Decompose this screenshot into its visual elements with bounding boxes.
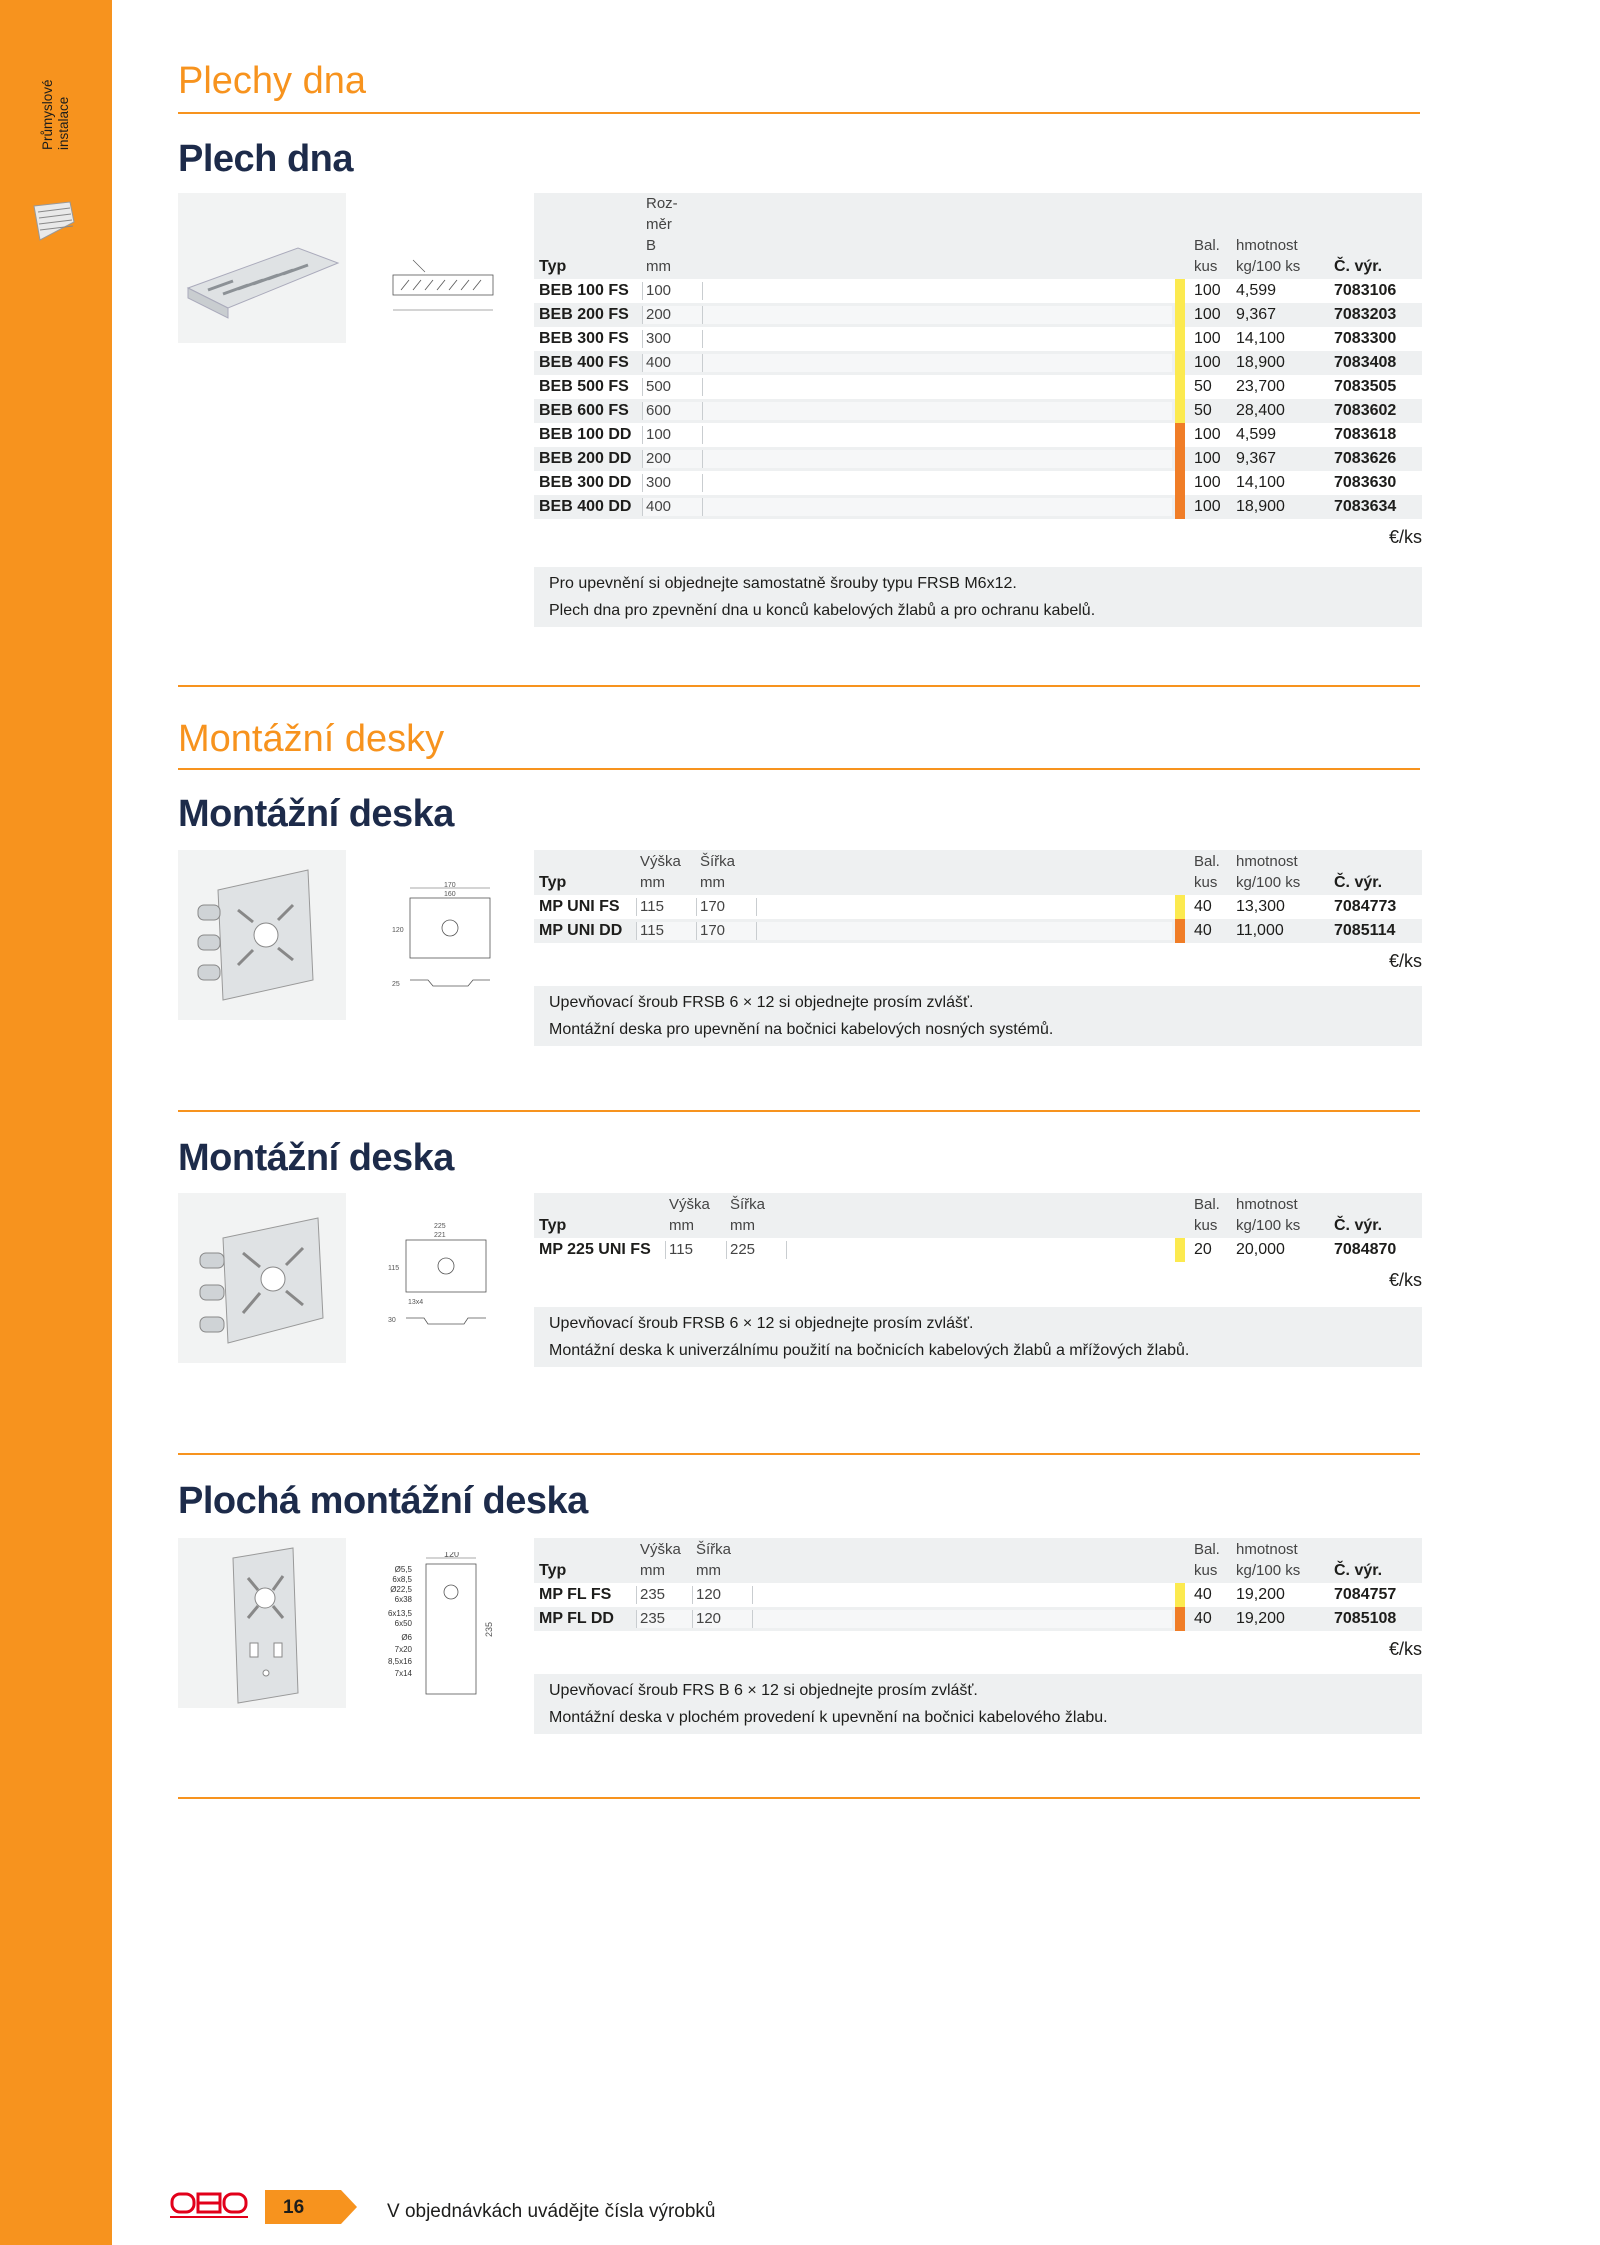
page-number: 16 — [283, 2197, 305, 2218]
cell-hmotnost: 14,100 — [1236, 474, 1285, 491]
price-unit: €/ks — [1388, 951, 1422, 971]
cell-hmotnost: 23,700 — [1236, 378, 1285, 395]
cell-typ: BEB 200 DD — [539, 450, 632, 467]
table-header — [534, 850, 1422, 895]
header-dim1-line: Výška — [640, 853, 681, 870]
table-header — [534, 1193, 1422, 1238]
dim-label: 6x38 — [394, 1595, 412, 1604]
cell-cislo-vyrobku: 7083630 — [1334, 474, 1397, 491]
table-row — [534, 279, 1422, 303]
cell-cislo-vyrobku: 7083634 — [1334, 498, 1397, 515]
cell-bal: 100 — [1194, 282, 1221, 299]
product-notes-plech-dna — [534, 567, 1422, 627]
product-table-mp-225 — [534, 1193, 1422, 1291]
header-bal — [1194, 235, 1220, 277]
dim-label: Ø22,5 — [390, 1585, 412, 1594]
table-header — [534, 193, 1422, 279]
dim-label: 6x13,5 — [387, 1609, 412, 1618]
cell-dim1: 300 — [646, 474, 672, 491]
sidebar-category-label — [40, 60, 80, 150]
cell-cislo-vyrobku: 7083300 — [1334, 330, 1397, 347]
cell-dim1: 115 — [640, 922, 664, 939]
technical-drawing-mp-uni — [388, 880, 508, 1000]
cell-dim2: 120 — [696, 1610, 722, 1627]
header-kg — [1236, 1194, 1300, 1236]
cell-box — [752, 1586, 1172, 1604]
header-bal-line: kus — [1194, 1562, 1218, 1579]
cell-typ: MP UNI DD — [539, 922, 623, 939]
finish-marker — [1175, 895, 1185, 919]
note-line: Upevňovací šroub FRSB 6 × 12 si objednejte prosím zvlášť. — [549, 994, 974, 1011]
header-typ: Typ — [539, 1562, 567, 1579]
cell-bal: 50 — [1194, 402, 1212, 419]
cell-typ: BEB 600 FS — [539, 402, 629, 419]
cell-cislo-vyrobku: 7083203 — [1334, 306, 1397, 323]
cell-hmotnost: 11,000 — [1236, 922, 1284, 939]
dim-label: 120 — [444, 1552, 460, 1559]
cell-cislo-vyrobku: 7084870 — [1334, 1241, 1397, 1258]
cell-cislo-vyrobku: 7083408 — [1334, 354, 1397, 371]
cell-cislo-vyrobku: 7083602 — [1334, 402, 1397, 419]
header-typ: Typ — [539, 874, 567, 891]
header-dim1-line: mm — [640, 874, 665, 891]
cell-typ: MP 225 UNI FS — [539, 1241, 651, 1258]
cell-dim2: 120 — [696, 1586, 722, 1603]
header-dim1 — [640, 851, 681, 893]
product-notes-mp-225 — [534, 1307, 1422, 1367]
section-rule — [178, 1453, 1420, 1455]
finish-marker — [1175, 303, 1185, 327]
note-line: Plech dna pro zpevnění dna u konců kabelových žlabů a pro ochranu kabelů. — [549, 602, 1096, 619]
cell-bal: 100 — [1194, 354, 1221, 371]
cell-box — [702, 402, 1172, 420]
product-photo-mp-fl — [178, 1538, 346, 1708]
note-line: Montážní deska k univerzálnímu použití na bočnicích kabelových žlabů a mřížových žlabů. — [549, 1342, 1190, 1359]
header-kg-line: hmotnost — [1236, 1196, 1298, 1213]
cell-bal: 100 — [1194, 330, 1221, 347]
cell-cislo-vyrobku: 7084757 — [1334, 1586, 1397, 1603]
header-cislo-vyrobku: Č. výr. — [1334, 1217, 1383, 1234]
cable-tray-icon — [30, 198, 78, 246]
cell-dim1: 115 — [669, 1241, 693, 1258]
dim-label: 8,5x16 — [387, 1657, 412, 1666]
product-table-plech-dna — [534, 193, 1422, 548]
cell-dim1: 200 — [646, 450, 672, 467]
header-kg-line: kg/100 ks — [1236, 258, 1301, 275]
finish-marker — [1175, 351, 1185, 375]
dim-label: 225 — [434, 1223, 446, 1230]
table-row — [534, 919, 1422, 943]
product-title-montazni-deska-2: Montážní deska — [178, 1137, 454, 1179]
table-row — [534, 1238, 1422, 1262]
product-table-mp-uni — [534, 850, 1422, 972]
finish-marker — [1175, 279, 1185, 303]
cell-bal: 50 — [1194, 378, 1212, 395]
dim-label: 115 — [388, 1265, 400, 1272]
cell-dim2: 170 — [700, 922, 726, 939]
header-bal-line: Bal. — [1194, 1196, 1220, 1213]
technical-drawing-plech-dna — [373, 240, 513, 320]
header-dim2-line: mm — [730, 1217, 755, 1234]
cell-dim1: 300 — [646, 330, 672, 347]
cell-dim1: 600 — [646, 402, 672, 419]
cell-dim1: 400 — [646, 498, 672, 515]
cell-typ: BEB 400 DD — [539, 498, 632, 515]
cell-bal: 40 — [1194, 922, 1212, 939]
cell-bal: 100 — [1194, 426, 1221, 443]
section-title-montazni-desky: Montážní desky — [178, 718, 445, 760]
cell-dim2: 225 — [730, 1241, 756, 1258]
cell-typ: MP UNI FS — [539, 898, 620, 915]
table-row — [534, 327, 1422, 351]
note-line: Montážní deska pro upevnění na bočnici kabelových nosných systémů. — [549, 1021, 1054, 1038]
table-row — [534, 471, 1422, 495]
cell-box — [702, 330, 1172, 348]
header-dim1-line: měr — [646, 216, 672, 233]
header-dim1-line: mm — [669, 1217, 694, 1234]
header-dim1 — [669, 1194, 710, 1236]
dim-label: 221 — [434, 1232, 446, 1239]
cell-dim1: 235 — [640, 1610, 666, 1627]
cell-bal: 20 — [1194, 1241, 1212, 1258]
header-kg — [1236, 851, 1300, 893]
cell-hmotnost: 9,367 — [1236, 306, 1277, 323]
finish-marker — [1175, 1607, 1185, 1631]
dim-label: 30 — [388, 1317, 396, 1324]
section-rule — [178, 112, 1420, 114]
header-dim2 — [700, 851, 735, 893]
header-bal-line: kus — [1194, 258, 1218, 275]
cell-bal: 100 — [1194, 450, 1221, 467]
header-bal — [1194, 851, 1220, 893]
sidebar-line-1: Průmyslové — [40, 79, 55, 150]
cell-hmotnost: 18,900 — [1236, 354, 1285, 371]
cell-typ: BEB 200 FS — [539, 306, 629, 323]
finish-marker — [1175, 1583, 1185, 1607]
table-row — [534, 1607, 1422, 1631]
sidebar-line-2: instalace — [56, 96, 71, 150]
obo-logo — [170, 2190, 248, 2220]
header-cislo-vyrobku: Č. výr. — [1334, 1562, 1383, 1579]
cell-cislo-vyrobku: 7085114 — [1334, 922, 1396, 939]
finish-marker — [1175, 447, 1185, 471]
price-unit: €/ks — [1388, 527, 1422, 547]
cell-dim1: 235 — [640, 1586, 666, 1603]
header-dim1-line: Roz- — [646, 195, 678, 212]
header-kg-line: hmotnost — [1236, 853, 1298, 870]
table-row — [534, 375, 1422, 399]
cell-bal: 40 — [1194, 1610, 1212, 1627]
cell-box — [702, 354, 1172, 372]
finish-marker — [1175, 1238, 1185, 1262]
product-table-mp-fl — [534, 1538, 1422, 1660]
cell-box — [702, 426, 1172, 444]
finish-marker — [1175, 423, 1185, 447]
cell-dim1: 100 — [646, 426, 672, 443]
header-dim2-line: Šířka — [696, 1541, 732, 1558]
header-typ: Typ — [539, 1217, 567, 1234]
header-kg — [1236, 235, 1300, 277]
header-dim2 — [696, 1539, 731, 1581]
cell-dim1: 200 — [646, 306, 672, 323]
cell-box — [756, 898, 1172, 916]
cell-bal: 40 — [1194, 898, 1212, 915]
section-rule — [178, 1110, 1420, 1112]
cell-hmotnost: 4,599 — [1236, 282, 1277, 299]
cell-box — [702, 498, 1172, 516]
header-dim2-line: Šířka — [700, 853, 736, 870]
header-dim2-line: mm — [700, 874, 725, 891]
cell-cislo-vyrobku: 7084773 — [1334, 898, 1397, 915]
header-bal — [1194, 1194, 1220, 1236]
dim-label: 170 — [444, 882, 456, 889]
product-title-plech-dna: Plech dna — [178, 138, 353, 180]
cell-box — [702, 450, 1172, 468]
header-bal-line: kus — [1194, 1217, 1218, 1234]
header-dim2-line: mm — [696, 1562, 721, 1579]
product-photo-mp-225 — [178, 1193, 346, 1363]
table-row — [534, 423, 1422, 447]
cell-box — [786, 1241, 1172, 1259]
header-kg-line: kg/100 ks — [1236, 874, 1301, 891]
cell-box — [702, 306, 1172, 324]
cell-typ: BEB 100 DD — [539, 426, 632, 443]
header-dim1-line: Výška — [640, 1541, 681, 1558]
header-bal — [1194, 1539, 1220, 1581]
table-header — [534, 1538, 1422, 1583]
cell-bal: 100 — [1194, 474, 1221, 491]
cell-hmotnost: 4,599 — [1236, 426, 1277, 443]
product-notes-mp-fl — [534, 1674, 1422, 1734]
cell-typ: BEB 100 FS — [539, 282, 629, 299]
product-title-plocha-montazni-deska: Plochá montážní deska — [178, 1480, 588, 1522]
cell-typ: MP FL DD — [539, 1610, 614, 1627]
sidebar — [0, 0, 112, 2245]
dim-label: 25 — [392, 981, 400, 988]
header-dim1 — [646, 193, 678, 277]
cell-cislo-vyrobku: 7083505 — [1334, 378, 1397, 395]
section-rule — [178, 1797, 1420, 1799]
cell-dim2: 170 — [700, 898, 726, 915]
cell-cislo-vyrobku: 7083626 — [1334, 450, 1397, 467]
header-dim2 — [730, 1194, 765, 1236]
cell-hmotnost: 19,200 — [1236, 1586, 1285, 1603]
section-title-plechy-dna: Plechy dna — [178, 60, 367, 102]
cell-hmotnost: 9,367 — [1236, 450, 1277, 467]
table-row — [534, 351, 1422, 375]
cell-typ: MP FL FS — [539, 1586, 612, 1603]
cell-dim1: 100 — [646, 282, 672, 299]
header-bal-line: Bal. — [1194, 853, 1220, 870]
dim-label: 6x50 — [394, 1619, 412, 1628]
table-row — [534, 447, 1422, 471]
technical-drawing-mp-225 — [378, 1218, 508, 1338]
page-number-tab — [265, 2190, 357, 2224]
table-row — [534, 399, 1422, 423]
header-kg-line: kg/100 ks — [1236, 1217, 1301, 1234]
finish-marker — [1175, 399, 1185, 423]
header-bal-line: Bal. — [1194, 1541, 1220, 1558]
cell-hmotnost: 19,200 — [1236, 1610, 1285, 1627]
dim-label: 235 — [484, 1621, 494, 1637]
table-row — [534, 895, 1422, 919]
table-row — [534, 495, 1422, 519]
price-unit: €/ks — [1388, 1270, 1422, 1290]
dim-label: 7x14 — [394, 1669, 412, 1678]
finish-marker — [1175, 375, 1185, 399]
header-bal-line: Bal. — [1194, 237, 1220, 254]
dim-label: 13x4 — [408, 1299, 424, 1306]
note-line: Montážní deska v plochém provedení k upevnění na bočnici kabelového žlabu. — [549, 1709, 1108, 1726]
cell-hmotnost: 18,900 — [1236, 498, 1285, 515]
product-photo-plech-dna — [178, 193, 346, 343]
price-unit: €/ks — [1388, 1639, 1422, 1659]
cell-box — [702, 378, 1172, 396]
finish-marker — [1175, 919, 1185, 943]
footer-text: V objednávkách uvádějte čísla výrobků — [387, 2201, 716, 2222]
header-typ: Typ — [539, 258, 567, 275]
header-dim1-line: Výška — [669, 1196, 710, 1213]
cell-typ: BEB 500 FS — [539, 378, 629, 395]
product-photo-mp-uni — [178, 850, 346, 1020]
cell-cislo-vyrobku: 7083618 — [1334, 426, 1397, 443]
header-kg-line: hmotnost — [1236, 237, 1298, 254]
cell-typ: BEB 300 DD — [539, 474, 632, 491]
cell-box — [756, 922, 1172, 940]
dim-label: 6x8,5 — [392, 1575, 412, 1584]
cell-bal: 100 — [1194, 498, 1221, 515]
cell-bal: 40 — [1194, 1586, 1212, 1603]
finish-marker — [1175, 495, 1185, 519]
cell-hmotnost: 28,400 — [1236, 402, 1285, 419]
section-rule — [178, 768, 1420, 770]
section-rule — [178, 685, 1420, 687]
cell-dim1: 400 — [646, 354, 672, 371]
header-kg-line: hmotnost — [1236, 1541, 1298, 1558]
cell-box — [752, 1610, 1172, 1628]
header-dim2-line: Šířka — [730, 1196, 766, 1213]
header-dim1 — [640, 1539, 681, 1581]
cell-cislo-vyrobku: 7083106 — [1334, 282, 1397, 299]
dim-label: Ø5,5 — [394, 1565, 412, 1574]
cell-bal: 100 — [1194, 306, 1221, 323]
header-cislo-vyrobku: Č. výr. — [1334, 874, 1383, 891]
cell-cislo-vyrobku: 7085108 — [1334, 1610, 1397, 1627]
table-row — [534, 1583, 1422, 1607]
product-notes-mp-uni — [534, 986, 1422, 1046]
finish-marker — [1175, 327, 1185, 351]
header-kg-line: kg/100 ks — [1236, 1562, 1301, 1579]
cell-dim1: 500 — [646, 378, 672, 395]
cell-hmotnost: 13,300 — [1236, 898, 1285, 915]
cell-typ: BEB 400 FS — [539, 354, 629, 371]
header-dim1-line: B — [646, 237, 657, 254]
table-row — [534, 303, 1422, 327]
cell-typ: BEB 300 FS — [539, 330, 629, 347]
cell-hmotnost: 20,000 — [1236, 1241, 1285, 1258]
cell-hmotnost: 14,100 — [1236, 330, 1285, 347]
note-line: Upevňovací šroub FRSB 6 × 12 si objednejte prosím zvlášť. — [549, 1315, 974, 1332]
note-line: Pro upevnění si objednejte samostatně šrouby typu FRSB M6x12. — [549, 575, 1017, 592]
header-cislo-vyrobku: Č. výr. — [1334, 258, 1383, 275]
product-title-montazni-deska-1: Montážní deska — [178, 793, 454, 835]
dim-label: Ø6 — [401, 1633, 412, 1642]
header-dim1-line: mm — [640, 1562, 665, 1579]
cell-box — [702, 474, 1172, 492]
cell-dim1: 115 — [640, 898, 664, 915]
note-line: Upevňovací šroub FRS B 6 × 12 si objednejte prosím zvlášť. — [549, 1682, 978, 1699]
dim-label: 160 — [444, 891, 456, 898]
cell-box — [702, 282, 1172, 300]
technical-drawing-mp-fl — [374, 1552, 509, 1702]
header-bal-line: kus — [1194, 874, 1218, 891]
header-dim1-line: mm — [646, 258, 671, 275]
finish-marker — [1175, 471, 1185, 495]
dim-label: 120 — [392, 927, 404, 934]
header-kg — [1236, 1539, 1300, 1581]
dim-label: 7x20 — [394, 1645, 412, 1654]
